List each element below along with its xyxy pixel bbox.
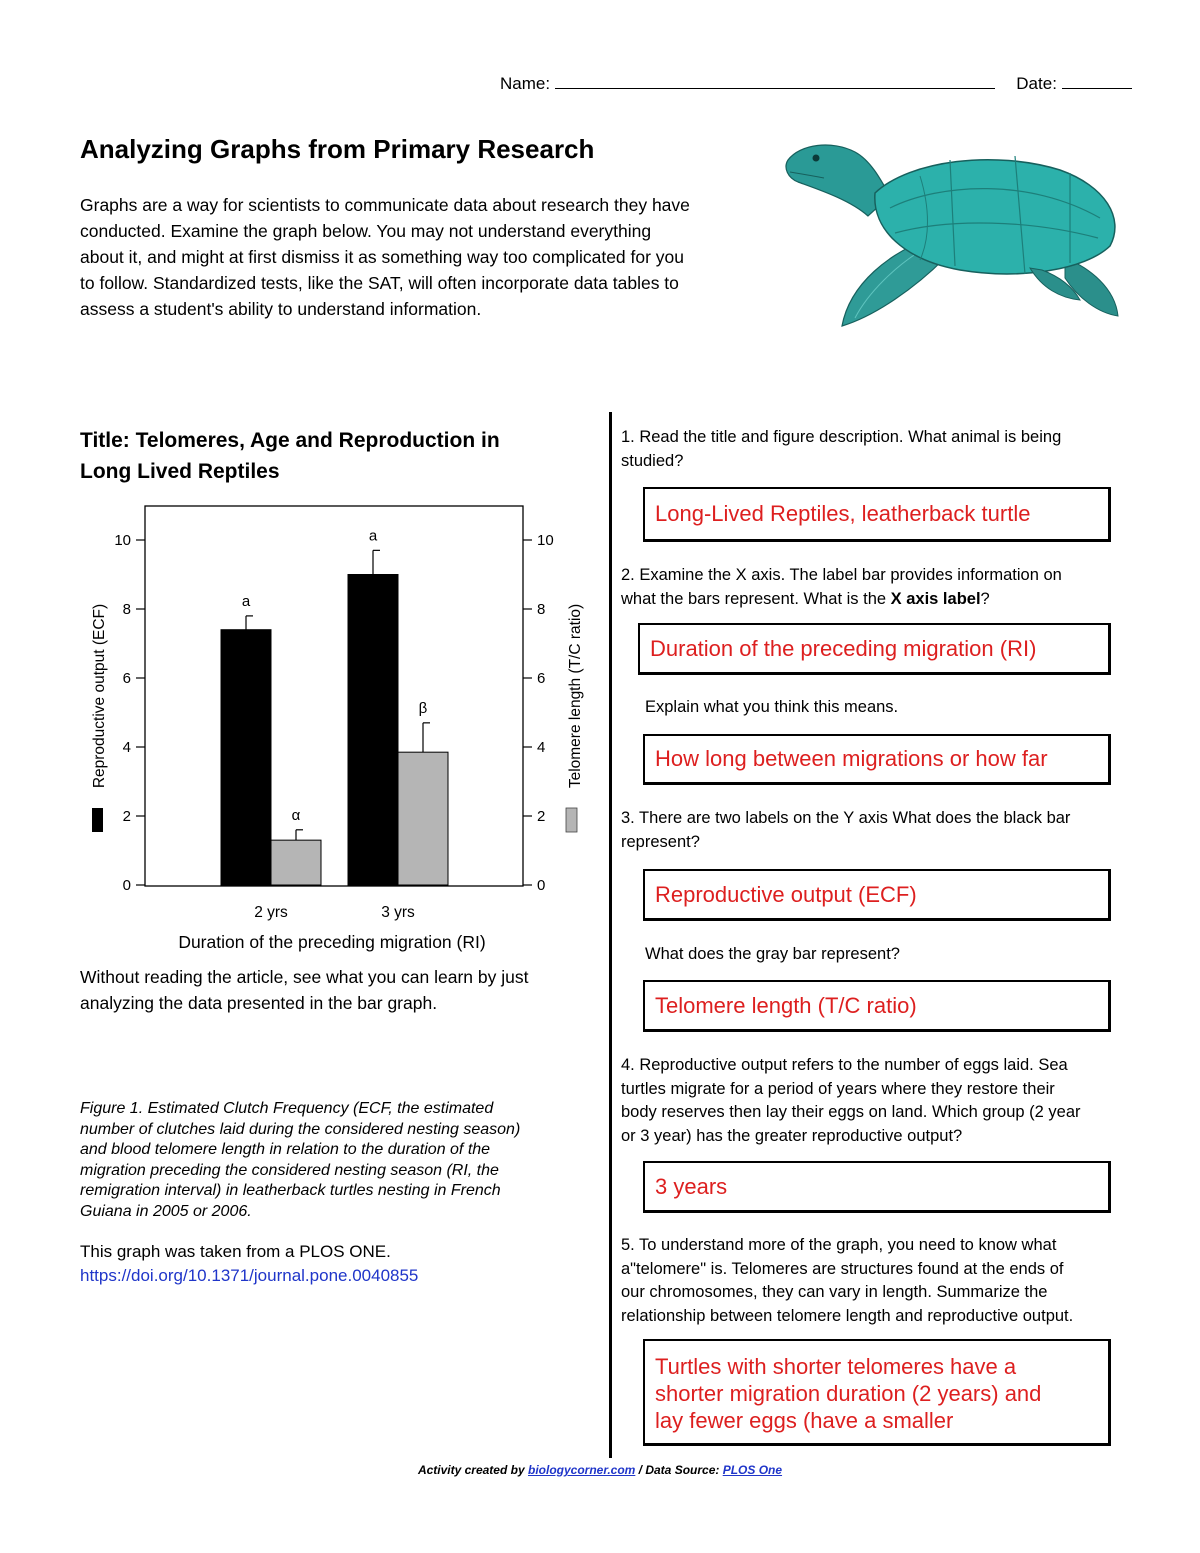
caption-line: number of clutches laid during the considered nesting season) [80, 1120, 521, 1138]
source-block [80, 1240, 580, 1288]
intro-paragraph [80, 192, 780, 322]
name-date-row [500, 72, 1132, 94]
answer-line: lay fewer eggs (have a smaller [655, 1408, 954, 1433]
answer-line: Turtles with shorter telomeres have a [655, 1354, 1017, 1379]
caption-line: remigration interval) in leatherback turtles nesting in French [80, 1182, 501, 1199]
question-line: a"telomere" is. Telomeres are structures found at the ends of [621, 1259, 1064, 1278]
question-emphasis: X axis label [890, 589, 981, 608]
footer-text: Activity created by [417, 1463, 528, 1477]
question-line [621, 588, 1121, 612]
intro-line: conducted. Examine the graph below. You may not understand everything [80, 221, 652, 241]
question-1 [621, 426, 1121, 473]
sub-question-2: Explain what you think this means. [645, 698, 899, 716]
question-text: what the bars represent. What is the [621, 589, 891, 608]
y-tick-label-right: 10 [537, 532, 554, 549]
y-tick-label-right: 6 [537, 670, 546, 687]
legend-swatch-gray [566, 808, 577, 832]
significance-label: β [418, 699, 428, 717]
answer-box-1[interactable]: Long-Lived Reptiles, leatherback turtle [643, 487, 1111, 542]
instructions-line: Without reading the article, see what you can learn by just [80, 967, 529, 987]
source-note: This graph was taken from a PLOS ONE. [80, 1242, 391, 1261]
sea-turtle-image [780, 138, 1122, 330]
question-text: ? [980, 589, 990, 608]
bar-chart [80, 496, 600, 958]
y-tick-label-right: 8 [537, 601, 546, 618]
legend-swatch-black [92, 808, 103, 832]
answer-box-2[interactable]: Duration of the preceding migration (RI) [638, 623, 1111, 675]
plos-one-link[interactable]: PLOS One [722, 1463, 783, 1477]
question-3 [621, 807, 1121, 854]
question-line: body reserves then lay their eggs on land. Which group (2 year [621, 1103, 1081, 1121]
answer-box-5[interactable] [643, 1339, 1111, 1446]
question-line: 3. There are two labels on the Y axis What does the black bar [621, 809, 1071, 827]
name-label: Name: [500, 74, 551, 93]
y-tick-label-left: 6 [122, 670, 131, 687]
significance-label: a [368, 527, 378, 545]
figure-caption [80, 1099, 570, 1222]
bar [348, 575, 398, 886]
y-tick-label-right: 2 [537, 808, 546, 825]
question-line: 2. Examine the X axis. The label bar provides information on [621, 566, 1062, 584]
instructions-text [80, 964, 600, 1016]
bar [398, 752, 448, 885]
question-2 [621, 564, 1121, 611]
question-line: turtles migrate for a period of years where they restore their [621, 1079, 1055, 1098]
answer-box-3b[interactable]: Telomere length (T/C ratio) [643, 980, 1111, 1032]
name-field[interactable] [555, 72, 995, 89]
answer-box-3[interactable]: Reproductive output (ECF) [643, 869, 1111, 921]
y-tick-label-left: 0 [122, 877, 131, 894]
x-tick-label: 3 yrs [381, 904, 415, 921]
answer-box-4[interactable]: 3 years [643, 1161, 1111, 1213]
intro-line: about it, and might at first dismiss it as something way too complicated for you [80, 247, 685, 267]
chart-svg [80, 496, 600, 958]
x-axis-label: Duration of the preceding migration (RI) [178, 932, 486, 952]
sub-question-3: What does the gray bar represent? [645, 945, 900, 963]
y-tick-label-right: 0 [537, 877, 546, 894]
y-tick-label-left: 2 [122, 808, 131, 825]
page-title: Analyzing Graphs from Primary Research [80, 134, 595, 164]
y-axis-left-label: Reproductive output (ECF) [91, 603, 108, 789]
intro-line: Graphs are a way for scientists to communicate data about research they have [80, 195, 690, 215]
caption-line: Guiana in 2005 or 2006. [80, 1202, 252, 1220]
question-4 [621, 1054, 1121, 1148]
graph-title-line: Long Lived Reptiles [80, 460, 280, 483]
significance-label: α [291, 806, 301, 824]
footer-text: / Data Source: [635, 1463, 723, 1477]
question-line: or 3 year) has the greater reproductive output? [621, 1126, 963, 1145]
footer-credit [0, 1463, 1200, 1477]
graph-title [80, 425, 580, 487]
date-field[interactable] [1062, 72, 1132, 89]
y-tick-label-left: 10 [114, 532, 131, 549]
question-line: our chromosomes, they can vary in length. Summarize the [621, 1283, 1048, 1301]
bar [221, 630, 271, 885]
y-axis-right-label: Telomere length (T/C ratio) [567, 603, 584, 789]
doi-link[interactable]: https://doi.org/10.1371/journal.pone.0040855 [80, 1266, 419, 1285]
caption-line: and blood telomere length in relation to the duration of the [80, 1141, 491, 1158]
instructions-line: analyzing the data presented in the bar graph. [80, 993, 438, 1013]
y-tick-label-right: 4 [537, 739, 546, 756]
question-line: 5. To understand more of the graph, you need to know what [621, 1236, 1057, 1254]
intro-line: to follow. Standardized tests, like the SAT, will often incorporate data tables to [80, 273, 679, 293]
intro-line: assess a student's ability to understand information. [80, 299, 482, 319]
question-5 [621, 1234, 1121, 1328]
y-tick-label-left: 8 [122, 601, 131, 618]
question-line: represent? [621, 832, 700, 851]
significance-label: a [241, 592, 251, 610]
answer-box-2b[interactable]: How long between migrations or how far [643, 734, 1111, 785]
caption-line: Figure 1. Estimated Clutch Frequency (ECF, the estimated [80, 1100, 494, 1117]
graph-title-line: Title: Telomeres, Age and Reproduction in [80, 429, 500, 452]
date-label: Date: [1016, 74, 1057, 93]
question-line: studied? [621, 451, 684, 470]
biologycorner-link[interactable]: biologycorner.com [527, 1463, 636, 1477]
question-line: 4. Reproductive output refers to the number of eggs laid. Sea [621, 1056, 1068, 1074]
question-line: 1. Read the title and figure description. What animal is being [621, 428, 1062, 446]
x-tick-label: 2 yrs [254, 904, 288, 921]
answer-line: shorter migration duration (2 years) and [655, 1381, 1042, 1406]
question-line: relationship between telomere length and reproductive output. [621, 1306, 1074, 1325]
plot-frame [145, 506, 523, 886]
column-divider [609, 412, 612, 1458]
caption-line: migration preceding the considered nesting season (RI, the [80, 1161, 499, 1179]
y-tick-label-left: 4 [122, 739, 131, 756]
bar [271, 840, 321, 885]
